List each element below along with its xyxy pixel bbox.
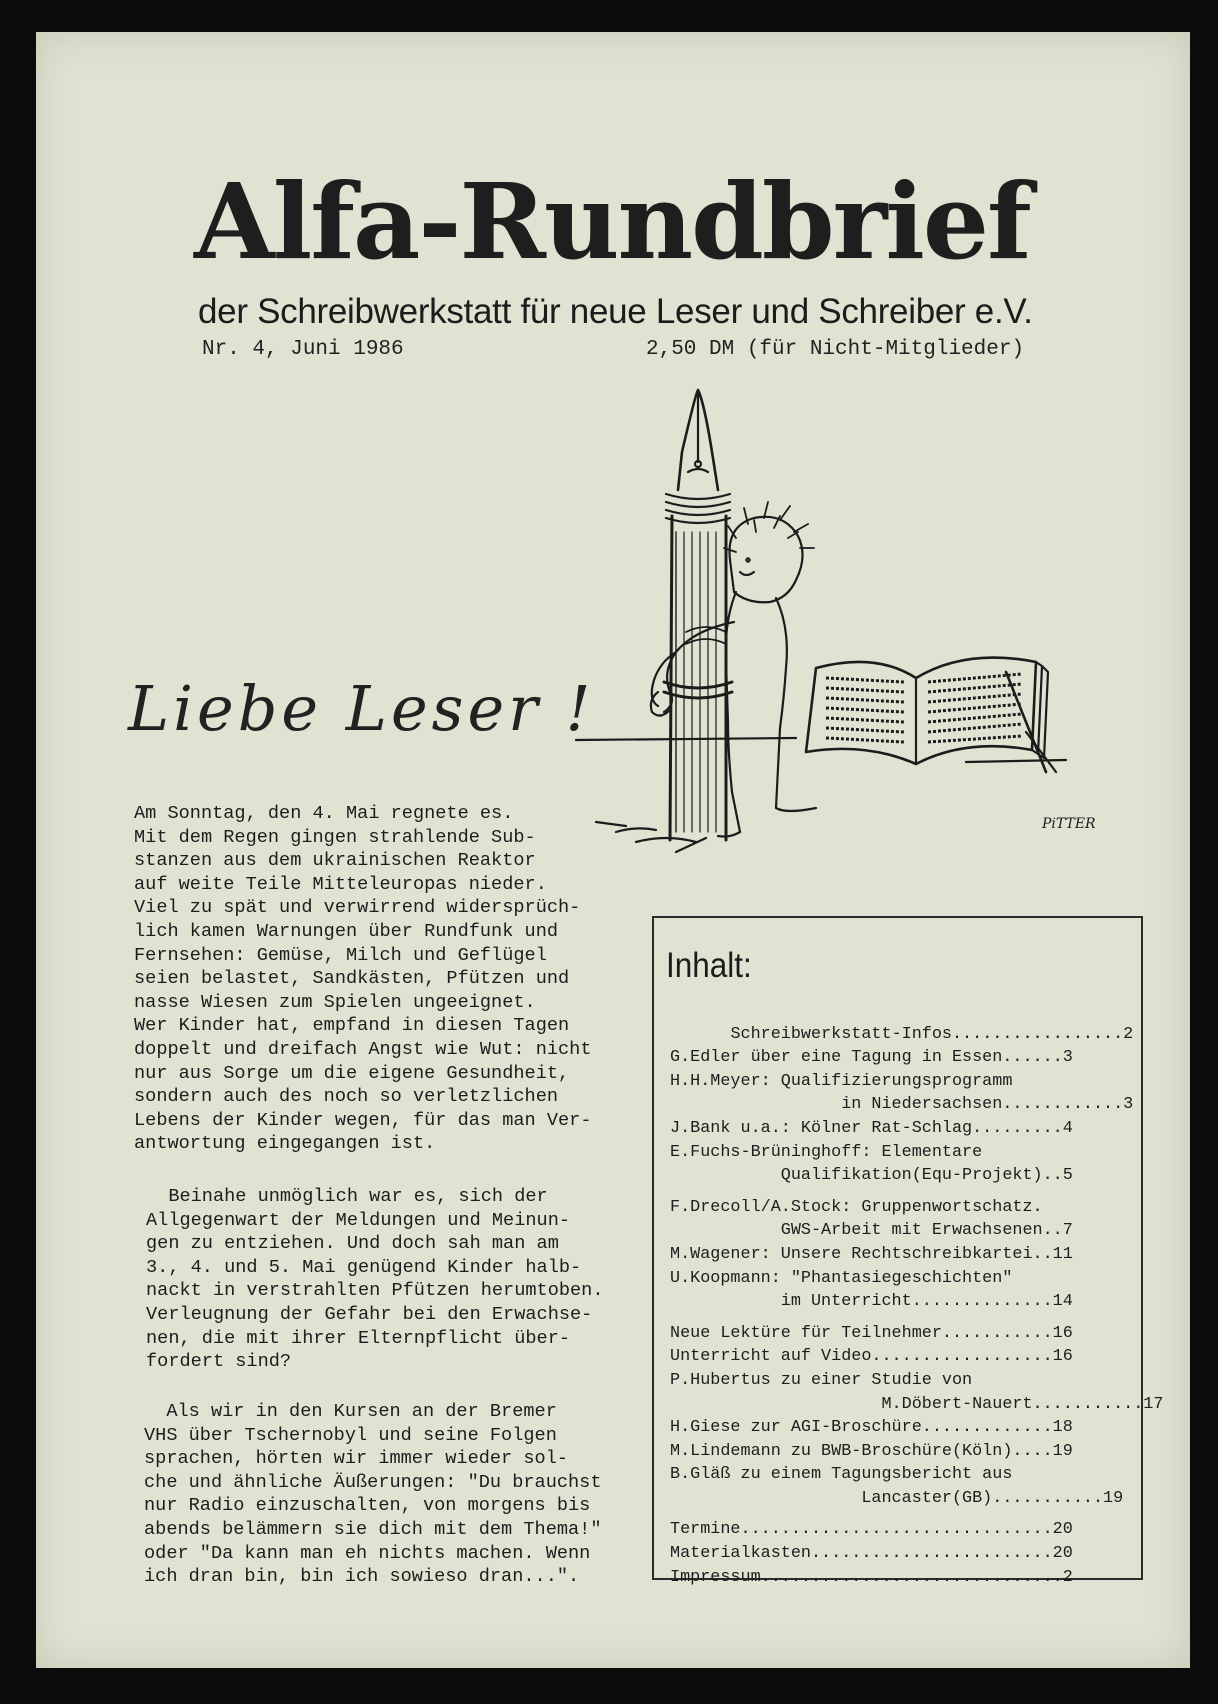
letter-paragraph-1: Am Sonntag, den 4. Mai regnete es. Mit dem Regen gingen strahlende Sub- stanzen aus dem ukrainischen Reaktor auf weite Teile Mitteleuropas nieder. Viel zu spät und verwirrend widersprüch- lich kamen Warnungen über Rundfunk und Fernsehen: Gemüse, Milch und Geflügel seien belastet, Sandkästen, Pfützen und nasse Wiesen zum Spielen ungeeignet. Wer Kinder hat, empfand in diesen Tagen doppelt und dreifach Angst wie Wut: nicht nur aus Sorge um die eigene Gesundheit, sondern auch des noch so verletzlichen Lebens der Kinder wegen, für das man Ver- antwortung eingegangen ist. <box>134 803 592 1155</box>
greeting-heading: Liebe Leser ! <box>128 672 595 745</box>
table-of-contents-box <box>652 916 1164 1587</box>
toc-group-1: Schreibwerkstatt-Infos.................2 G.Edler über eine Tagung in Essen......3 H.H.Meyer: Qualifizierungsprogramm in Niedersachsen............3 J.Bank u.a.: Kölner Rat-Schlag.........4 E.Fuchs-Brüninghoff: Elementare Qualifikation(Equ-Projekt)..5 <box>670 1024 1134 1186</box>
pen-child-book-illustration <box>36 32 1190 932</box>
masthead-title: Alfa-Rundbrief <box>194 160 1030 283</box>
toc-title: Inhalt: <box>666 946 752 985</box>
toc-group-3: Neue Lektüre für Teilnehmer...........16 Unterricht auf Video..................16 P.Hubertus zu einer Studie von M.Döbert-Nauert...........17 H.Giese zur AGI-Broschüre.............18 M.Lindemann zu BWB-Broschüre(Köln)....19 B.Gläß zu einem Tagungsbericht aus Lancaster(GB)...........19 <box>670 1323 1164 1508</box>
newsletter-page <box>36 32 1190 1668</box>
toc-group-2: F.Drecoll/A.Stock: Gruppenwortschatz. GWS-Arbeit mit Erwachsenen..7 M.Wagener: Unsere Rechtschreibkartei..11 U.Koopmann: "Phantasiegeschichten" im Unterricht..............14 <box>670 1197 1073 1312</box>
illustrator-signature: PiTTER <box>1042 816 1096 832</box>
toc-entries <box>670 999 1163 1613</box>
letter-paragraph-2: Beinahe unmöglich war es, sich der Allgegenwart der Meldungen und Meinun- gen zu entziehen. Und doch sah man am 3., 4. und 5. Mai genügend Kinder halb- nackt in verstrahlten Pfützen herumtoben. Verleugnung der Gefahr bei den Erwachse- nen, die mit ihrer Elternpflicht über- fordert sind? <box>146 1186 604 1373</box>
masthead-subtitle: der Schreibwerkstatt für neue Leser und Schreiber e.V. <box>198 292 1033 331</box>
toc-group-4: Termine...............................20 Materialkasten........................20 Impressum..............................2 <box>670 1520 1073 1587</box>
issue-number: Nr. 4, Juni 1986 <box>202 338 404 361</box>
issue-price: 2,50 DM (für Nicht-Mitglieder) <box>646 338 1025 361</box>
letter-paragraph-3: Als wir in den Kursen an der Bremer VHS über Tschernobyl und seine Folgen sprachen, hörten wir immer wieder sol- che und ähnliche Äußerungen: "Du brauchst nur Radio einzuschalten, von morgens bis abends belämmern sie dich mit dem Thema!" oder "Da kann man eh nichts machen. Wenn ich dran bin, bin ich sowieso dran...". <box>144 1401 602 1588</box>
